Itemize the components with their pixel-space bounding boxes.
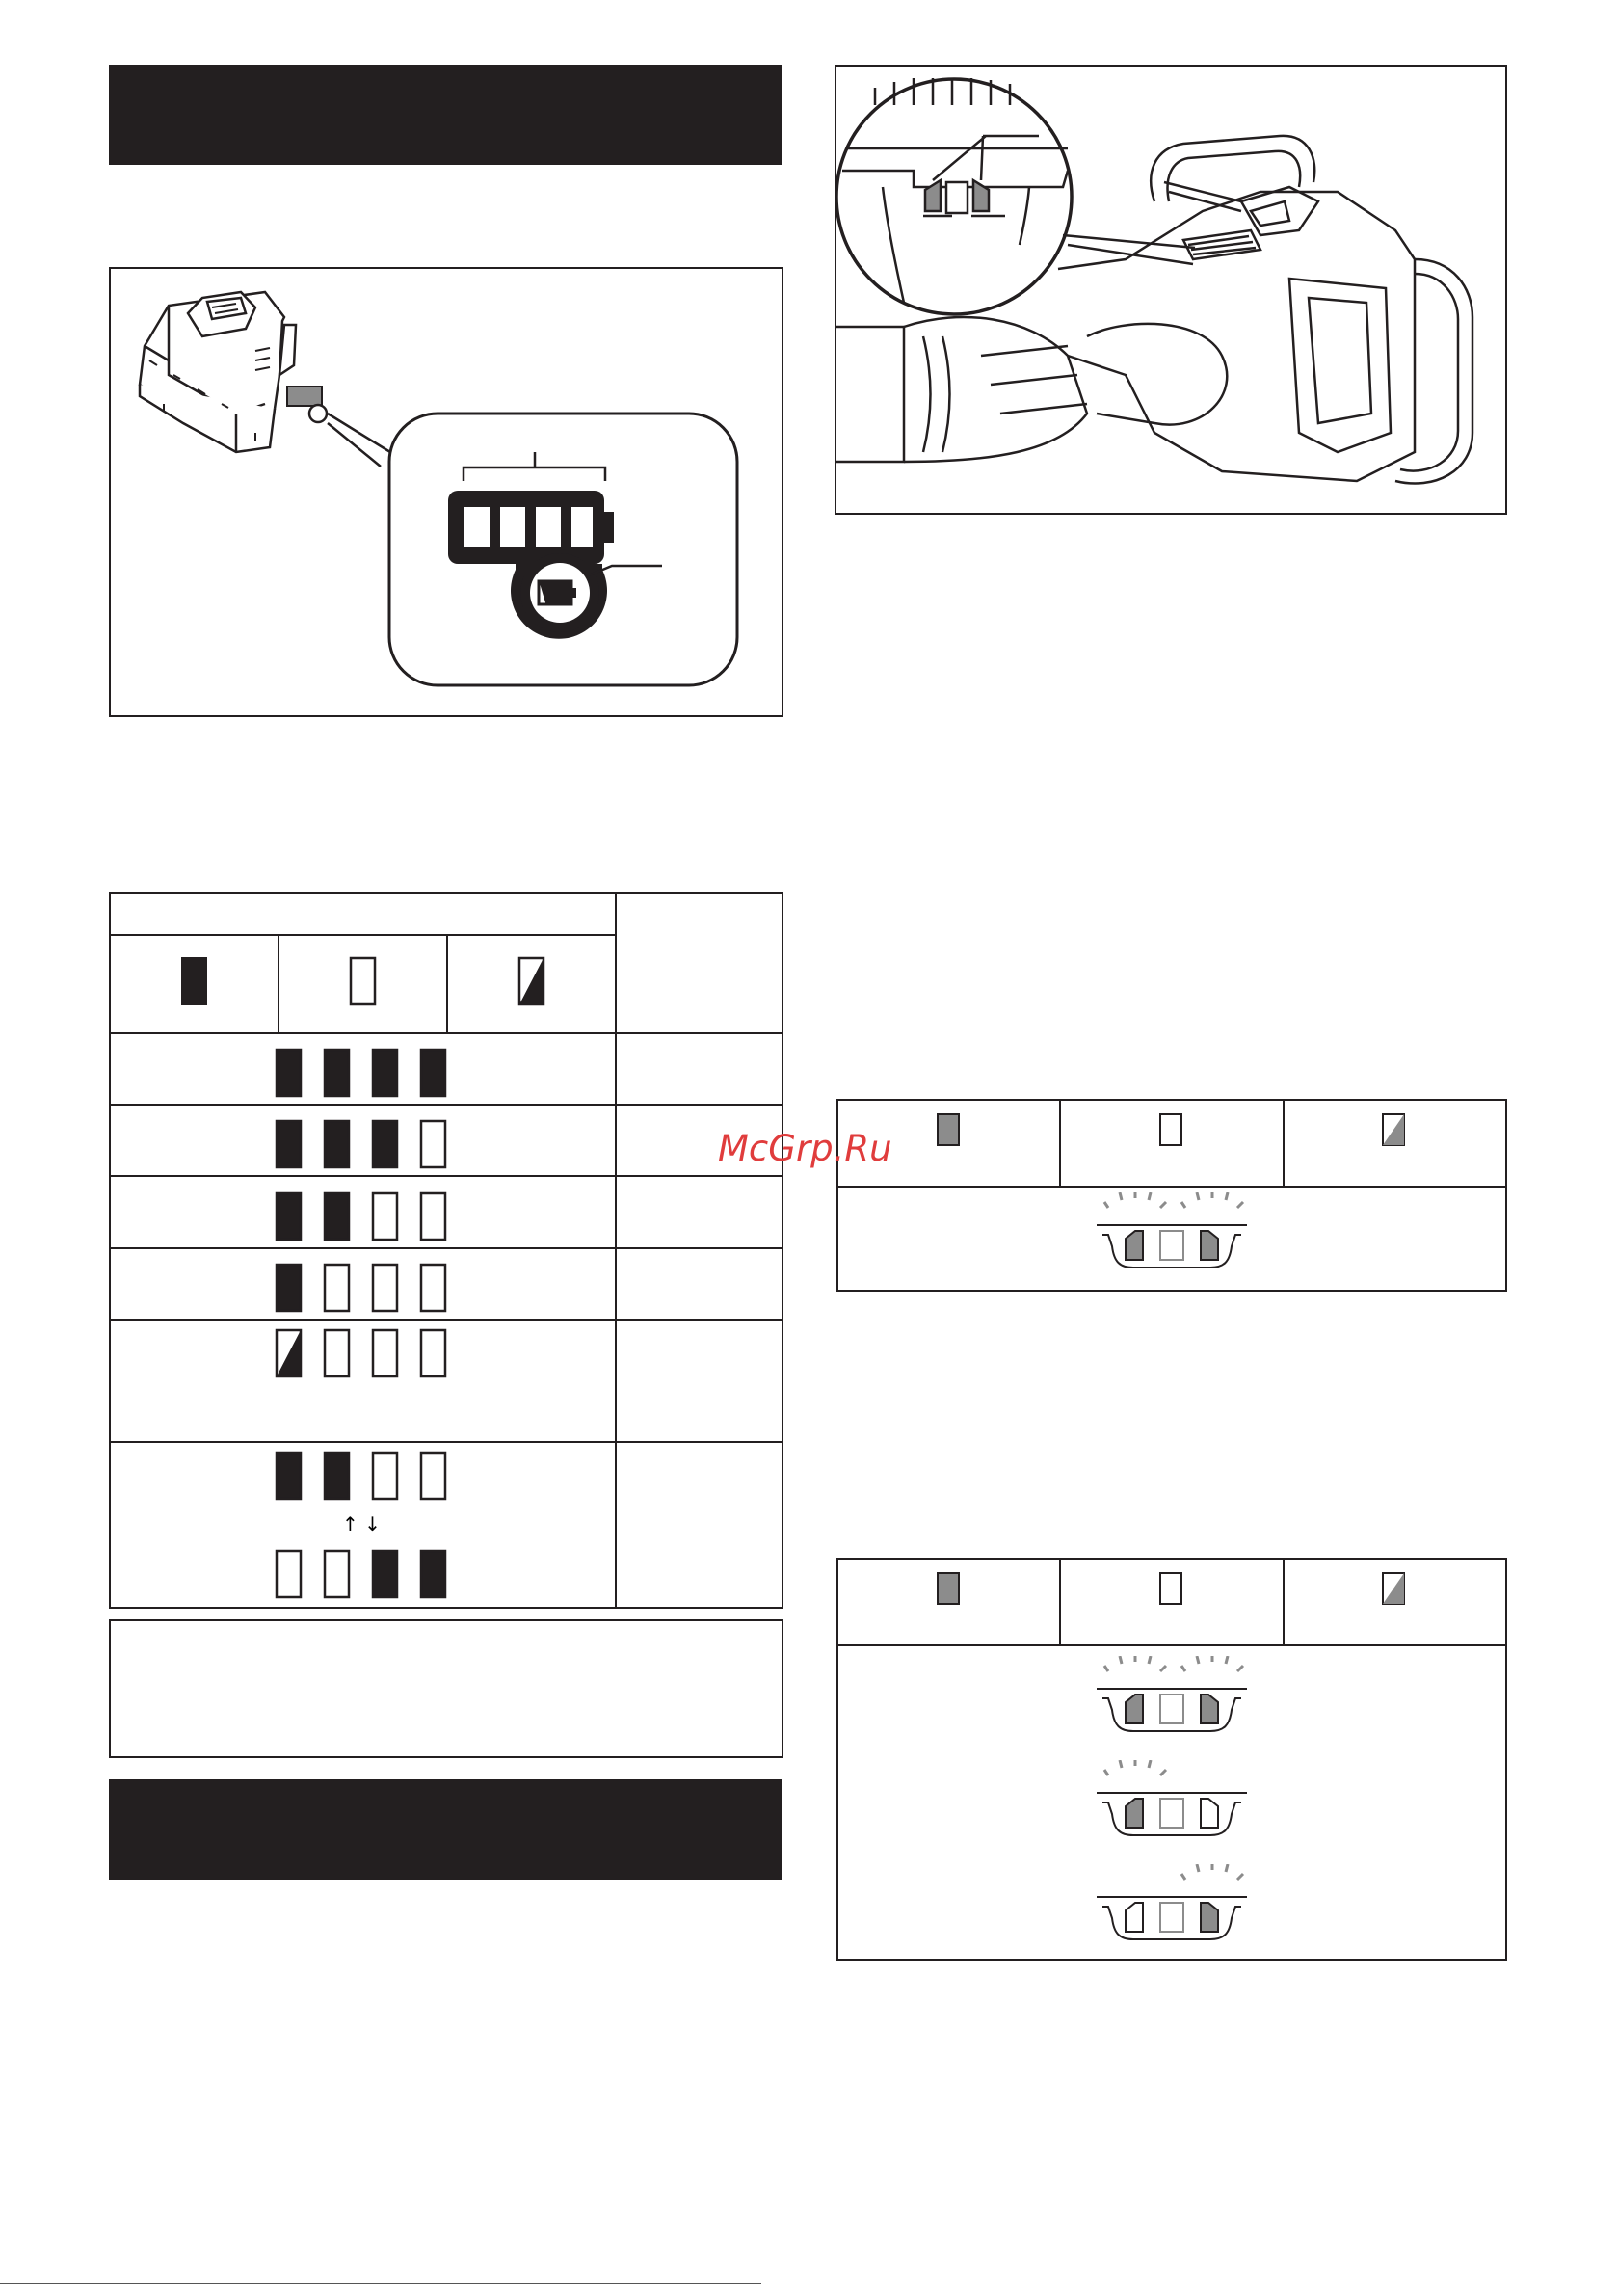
blink-ray [1226, 1656, 1228, 1664]
legend-on-cell [110, 935, 279, 1033]
charge-row-3-value [616, 1176, 782, 1248]
lamp-on-icon [323, 1191, 352, 1243]
lamp-on-icon [371, 1119, 400, 1171]
lamp-group [275, 1549, 448, 1601]
note-box [109, 1619, 783, 1758]
blink-ray [1149, 1760, 1151, 1768]
lamp-on-icon [371, 1048, 400, 1100]
lamp-group [275, 1328, 448, 1380]
lamp-grey-on-icon [936, 1112, 963, 1151]
lamp-group [275, 1119, 448, 1171]
lamp-on-icon [180, 956, 209, 1008]
lamp-blink-icon [517, 956, 546, 1008]
blink-ray [1226, 1864, 1228, 1872]
lamp-group [275, 1048, 448, 1100]
lamp-white-off-icon [1158, 1571, 1185, 1610]
blink-ray [1104, 1202, 1108, 1208]
charge-level-table [109, 892, 783, 1609]
status-table-1 [836, 1099, 1507, 1292]
section-header-bar-2 [109, 1779, 782, 1880]
footer-rule [0, 2283, 761, 2284]
lamp-off-icon [349, 956, 378, 1008]
blink-ray [1197, 1864, 1199, 1872]
status1-legend-off [1060, 1100, 1283, 1187]
lamp-grey-blink-icon [1381, 1571, 1408, 1610]
battery-tab-icon [287, 387, 322, 406]
table-header-lamps [110, 893, 616, 935]
battery-indicator-illustration [111, 269, 782, 715]
blink-ray [1237, 1874, 1243, 1880]
lamp-off-icon [371, 1263, 400, 1315]
lamp-on-icon [275, 1119, 304, 1171]
status2-indicator-right-icon [1095, 1864, 1249, 1953]
lamp-off-icon [419, 1119, 448, 1171]
indicator-left-lamp [1126, 1231, 1143, 1260]
lamp-off-icon [419, 1191, 448, 1243]
blink-ray [1226, 1192, 1228, 1200]
status2-legend-on [837, 1559, 1060, 1645]
tool-indicator-illustration [836, 67, 1505, 513]
battery-gauge-icon [448, 491, 614, 564]
indicator-left-lamp [1126, 1799, 1143, 1828]
status2-legend-blink [1284, 1559, 1506, 1645]
tool-figure [835, 65, 1507, 515]
indicator-right-lamp [1201, 1799, 1218, 1828]
charge-row-4-value [616, 1248, 782, 1320]
status2-legend-off [1060, 1559, 1283, 1645]
blink-ray [1197, 1656, 1199, 1664]
status1-legend-blink [1284, 1100, 1506, 1187]
charge-row-5-value [616, 1320, 782, 1442]
lamp-on-icon [323, 1451, 352, 1503]
lamp-off-icon [419, 1451, 448, 1503]
blink-ray [1104, 1770, 1108, 1775]
check-button-icon [309, 405, 327, 422]
status2-indicator-both-icon [1095, 1656, 1249, 1745]
blink-ray [1237, 1666, 1243, 1671]
charge-row-alternating-value [616, 1442, 782, 1608]
blink-ray [1181, 1202, 1185, 1208]
lamp-on-icon [275, 1191, 304, 1243]
lamp-off-icon [275, 1549, 304, 1601]
lamp-off-icon [371, 1328, 400, 1380]
lamp-blink-icon [275, 1328, 304, 1380]
lamp-on-icon [275, 1048, 304, 1100]
indicator-center-lamp [1160, 1903, 1183, 1932]
indicator-right-lamp [1201, 1903, 1218, 1932]
table-header-remaining [616, 893, 782, 1033]
lamp-off-icon [323, 1263, 352, 1315]
charge-row-1-value [616, 1033, 782, 1105]
blink-ray [1149, 1656, 1151, 1664]
legend-off-cell [279, 935, 447, 1033]
blink-ray [1181, 1666, 1185, 1671]
alternate-arrows-icon: ↑ ↓ [342, 1512, 381, 1535]
blink-ray [1149, 1192, 1151, 1200]
lamp-group [275, 1263, 448, 1315]
lamp-on-icon [275, 1263, 304, 1315]
blink-ray [1160, 1202, 1166, 1208]
status2-indicator-left-icon [1095, 1760, 1249, 1849]
legend-blink-cell [447, 935, 616, 1033]
lamp-group [275, 1451, 448, 1503]
indicator-right-lamp [1201, 1231, 1218, 1260]
status1-indicator-cell [837, 1187, 1506, 1291]
tool-indicator-lamps [925, 180, 989, 213]
lamp-grey-on-icon [936, 1571, 963, 1610]
charge-row-5 [110, 1320, 616, 1442]
lamp-off-icon [419, 1328, 448, 1380]
charge-row-4 [110, 1248, 616, 1320]
blink-ray [1120, 1656, 1122, 1664]
indicator-center-lamp [1160, 1799, 1183, 1828]
lamp-white-off-icon [1158, 1112, 1185, 1151]
blink-ray [1104, 1666, 1108, 1671]
blink-ray [1181, 1874, 1185, 1880]
blink-ray [1160, 1770, 1166, 1775]
lamp-off-icon [323, 1328, 352, 1380]
charge-row-2 [110, 1105, 616, 1176]
status2-indicator-cell [837, 1645, 1506, 1960]
status-table-2 [836, 1558, 1507, 1961]
indicator-left-lamp [1126, 1695, 1143, 1723]
section-header-bar-1 [109, 65, 782, 165]
lamp-on-icon [323, 1048, 352, 1100]
lamp-on-icon [323, 1119, 352, 1171]
lamp-off-icon [371, 1191, 400, 1243]
charge-row-alternating [110, 1442, 616, 1608]
tool-lamp-center-icon [946, 182, 968, 213]
lamp-off-icon [419, 1263, 448, 1315]
blink-ray [1120, 1760, 1122, 1768]
lamp-on-icon [419, 1048, 448, 1100]
lamp-on-icon [419, 1549, 448, 1601]
blink-ray [1237, 1202, 1243, 1208]
lamp-on-icon [275, 1451, 304, 1503]
lamp-off-icon [323, 1549, 352, 1601]
indicator-center-lamp [1160, 1231, 1183, 1260]
lamp-group [275, 1191, 448, 1243]
blink-ray [1160, 1666, 1166, 1671]
blink-ray [1197, 1192, 1199, 1200]
watermark: McGrp.Ru [718, 1128, 892, 1169]
blink-ray [1120, 1192, 1122, 1200]
battery-figure [109, 267, 783, 717]
status1-indicator-icon [1095, 1192, 1249, 1281]
indicator-center-lamp [1160, 1695, 1183, 1723]
indicator-right-lamp [1201, 1695, 1218, 1723]
indicator-left-lamp [1126, 1903, 1143, 1932]
lamp-on-icon [371, 1549, 400, 1601]
charge-row-3 [110, 1176, 616, 1248]
charge-row-1 [110, 1033, 616, 1105]
lamp-grey-blink-icon [1381, 1112, 1408, 1151]
lamp-off-icon [371, 1451, 400, 1503]
